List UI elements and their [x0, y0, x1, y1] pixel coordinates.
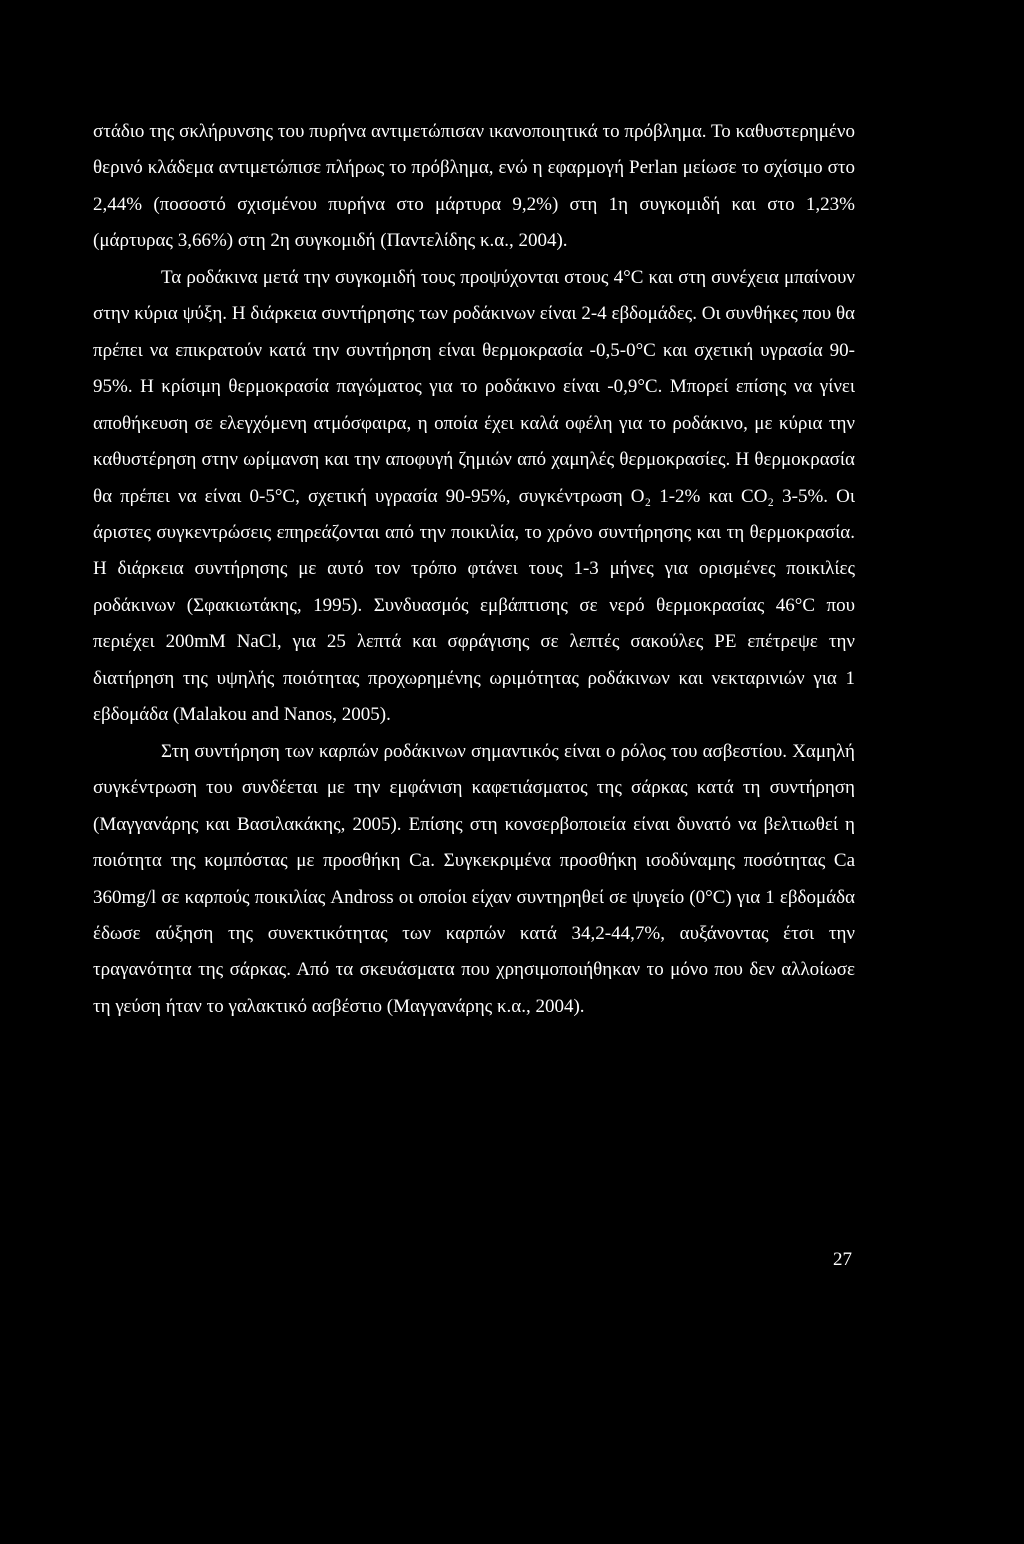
page-number: 27 [833, 1249, 852, 1270]
paragraph-peach-storage: Τα ροδάκινα μετά την συγκομιδή τους προψύχονται στους 4°C και στη συνέχεια μπαίνουν στην κύρια ψύξη. Η διάρκεια συντήρησης των ροδάκινων είναι 2-4 εβδομάδες. Οι συνθήκες που θα πρέπει να επικρατούν κατά την συντήρηση είναι θερμοκρασία -0,5-0°C και σχετική υγρασία 90-95%. Η κρίσιμη θερμοκρασία παγώματος για το ροδάκινο είναι -0,9°C. Μπορεί επίσης να γίνει αποθήκευση σε ελεγχόμενη ατμόσφαιρα, η οποία έχει καλά οφέλη για το ροδάκινο, με κύρια την καθυστέρηση στην ωρίμανση και την αποφυγή ζημιών από χαμηλές θερμοκρασίες. Η θερμοκρασία θα πρέπει να είναι 0-5°C, σχετική υγρασία 90-95%, συγκέντρωση O₂ 1-2% και CO₂ 3-5%. Οι άριστες συγκεντρώσεις επηρεάζονται από την ποικιλία, το χρόνο συντήρησης και τη θερμοκρασία. Η διάρκεια συντήρησης με αυτό τον τρόπο φτάνει τους 1-3 μήνες για ορισμένες ποικιλίες ροδάκινων (Σφακιωτάκης, 1995). Συνδυασμός εμβάπτισης σε νερό θερμοκρασίας 46°C που περιέχει 200mM NaCl, για 25 λεπτά και σφράγισης σε λεπτές σακούλες PE επέτρεψε την διατήρηση της υψηλής ποιότητας προχωρημένης ωριμότητας ροδάκινων και νεκταρινιών για 1 εβδομάδα (Malakou and Nanos, 2005). [93, 266, 855, 726]
body-text [93, 114, 855, 1025]
paragraph-continuation: στάδιο της σκλήρυνσης του πυρήνα αντιμετώπισαν ικανοποιητικά το πρόβλημα. Το καθυστερημένο θερινό κλάδεμα αντιμετώπισε πλήρως το πρόβλημα, ενώ η εφαρμογή Perlan μείωσε το σχίσιμο στο 2,44% (ποσοστό σχισμένου πυρήνα στο μάρτυρα 9,2%) στη 1η συγκομιδή και στο 1,23% (μάρτυρας 3,66%) στη 2η συγκομιδή (Παντελίδης κ.α., 2004). [93, 121, 855, 252]
paragraph-calcium: Στη συντήρηση των καρπών ροδάκινων σημαντικός είναι ο ρόλος του ασβεστίου. Χαμηλή συγκέντρωση του συνδέεται με την εμφάνιση καφετιάσματος της σάρκας κατά τη συντήρηση (Μαγγανάρης και Βασιλακάκης, 2005). Επίσης στη κονσερβοποιεία είναι δυνατό να βελτιωθεί η ποιότητα της κομπόστας με προσθήκη Ca. Συγκεκριμένα προσθήκη ισοδύναμης ποσότητας Ca 360mg/l σε καρπούς ποικιλίας Andross οι οποίοι είχαν συντηρηθεί σε ψυγείο (0°C) για 1 εβδομάδα έδωσε αύξηση της συνεκτικότητας των καρπών κατά 34,2-44,7%, αυξάνοντας έτσι την τραγανότητα της σάρκας. Από τα σκευάσματα που χρησιμοποιήθηκαν το μόνο που δεν αλλοίωσε τη γεύση ήταν το γαλακτικό ασβέστιο (Μαγγανάρης κ.α., 2004). [93, 740, 855, 1017]
